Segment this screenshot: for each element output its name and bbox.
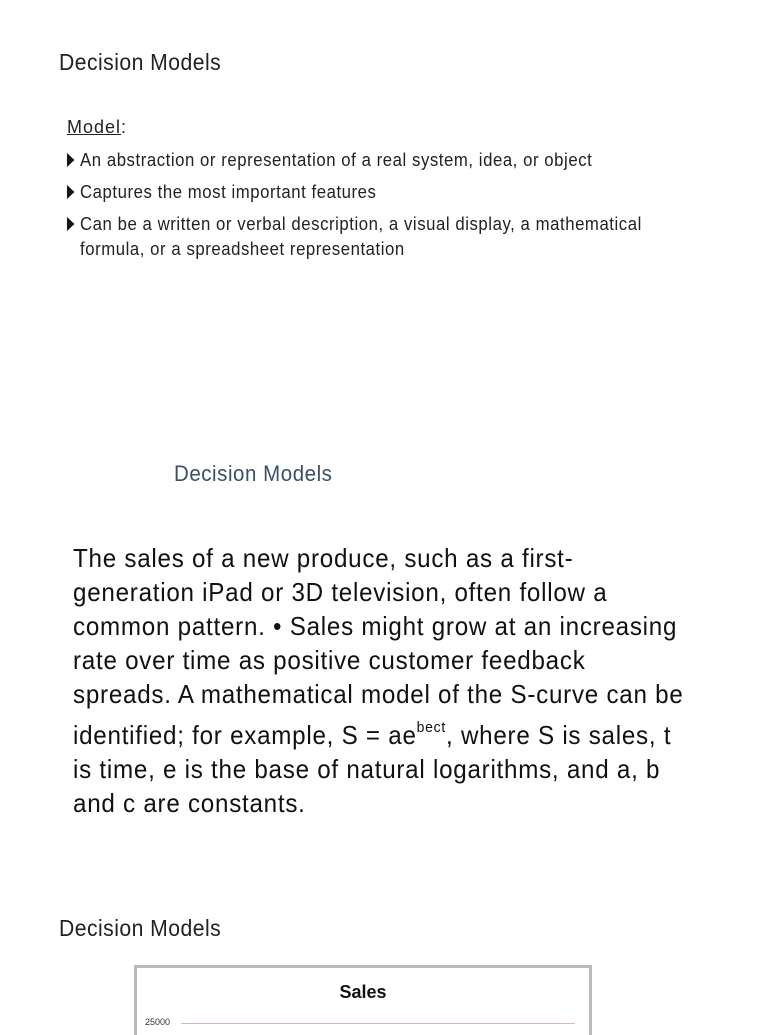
exponent-part2: ct: [433, 719, 447, 736]
model-label: [67, 117, 127, 138]
bullet-item: [67, 212, 662, 262]
bullet-text: Captures the most important features: [80, 182, 377, 202]
slide1-title: Decision Models: [59, 49, 222, 75]
exponent-part1: be: [416, 719, 434, 736]
model-label-colon: :: [121, 117, 128, 137]
paragraph-part2: , where S is sales, t is time, e is the base of natural logarithms, and a, b and c are constants.: [73, 720, 672, 818]
slide2-title: Decision Models: [174, 461, 333, 486]
paragraph-part1: The sales of a new produce, such as a first-generation iPad or 3D television, often follow a common pattern. • Sales might grow at an increasing rate over time as positive customer feedback spreads. A mathematical model of the S-curve can be identified; for example, S = ae: [73, 543, 684, 750]
model-label-text: Model: [67, 117, 122, 137]
bullet-text: An abstraction or representation of a real system, idea, or object: [80, 150, 593, 170]
bullet-item: [67, 148, 662, 173]
exponent: [417, 719, 446, 736]
triangle-bullet-icon: [67, 185, 74, 199]
sales-chart: [134, 965, 592, 1035]
y-tick-label: 25000: [145, 1017, 171, 1027]
model-bullet-list: [67, 148, 707, 269]
chart-title: Sales: [339, 982, 387, 1002]
slide3-title: Decision Models: [59, 915, 222, 941]
bullet-item: [67, 180, 662, 205]
bullet-text: Can be a written or verbal description, a visual display, a mathematical formula, or a spreadsheet representation: [80, 214, 642, 259]
s-curve-paragraph: [73, 541, 687, 820]
triangle-bullet-icon: [67, 217, 74, 231]
triangle-bullet-icon: [67, 153, 74, 167]
